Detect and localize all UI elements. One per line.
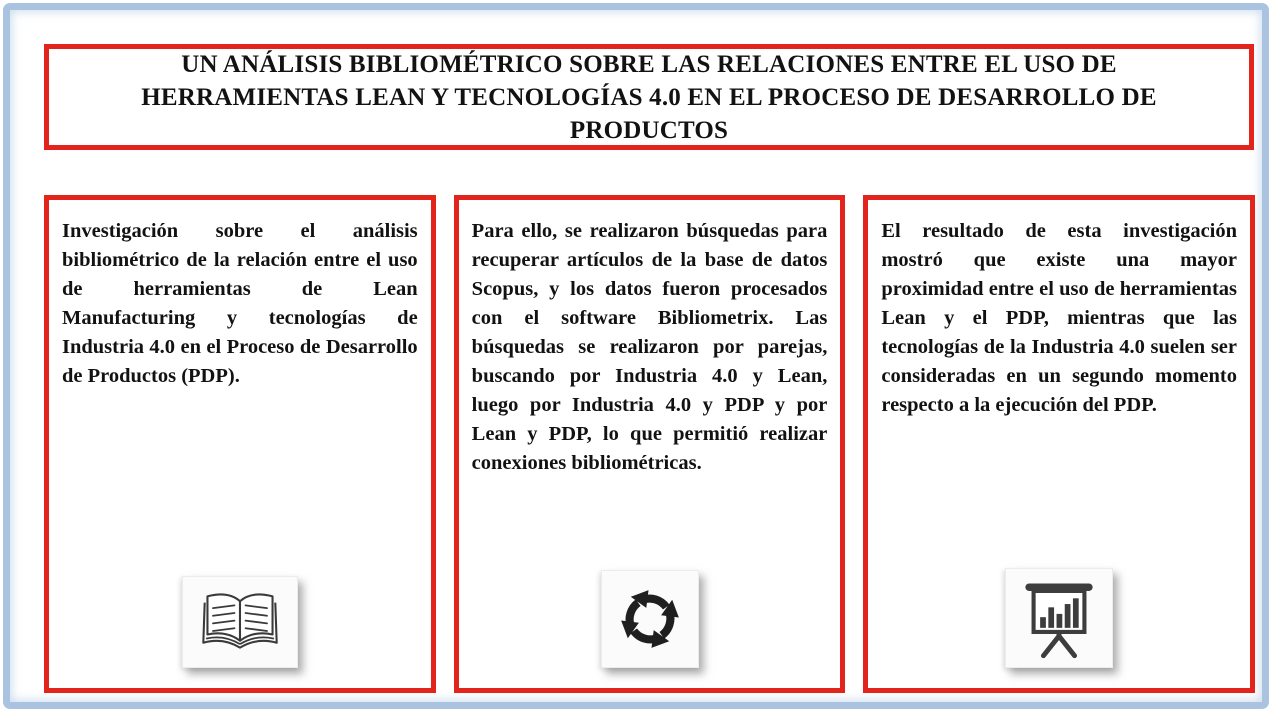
slide-title: UN ANÁLISIS BIBLIOMÉTRICO SOBRE LAS RELACIONES ENTRE EL USO DE HERRAMIENTAS LEAN Y TECNOLOGÍAS 4.0 EN EL PROCESO DE DESARROLLO DE PRODUCTOS: [141, 50, 1157, 144]
content-columns: [44, 195, 1255, 693]
column-resultado-text: El resultado de esta investigación mostró que existe una mayor proximidad entre el uso de herramientas Lean y el PDP, mientras que las tecnologías de la Industria 4.0 suelen ser consideradas en un segundo momento respecto a la ejecución del PDP.: [881, 220, 1238, 416]
column-introduccion-text: Investigación sobre el análisis bibliométrico de la relación entre el uso de herramientas de Lean Manufacturing y tecnologías de Industria 4.0 en el Proceso de Desarrollo de Productos (PDP).: [62, 220, 418, 387]
title-box: [44, 44, 1254, 150]
cycle-arrows-icon: [601, 570, 699, 668]
column-introduccion: [44, 195, 436, 693]
open-book-icon: [182, 576, 298, 668]
column-metodo-text: Para ello, se realizaron búsquedas para recuperar artículos de la base de datos Scopus, y los datos fueron procesados con el software Bibliometrix. Las búsquedas se realizaron por parejas, buscando por Industria 4.0 y Lean, luego por Industria 4.0 y PDP y por Lean y PDP, lo que permitió realizar conexiones bibliométricas.: [471, 220, 828, 474]
column-resultado: [863, 195, 1255, 693]
presentation-bar-chart-icon: [1005, 568, 1113, 668]
slide-frame: [3, 3, 1269, 709]
column-metodo: [454, 195, 846, 693]
